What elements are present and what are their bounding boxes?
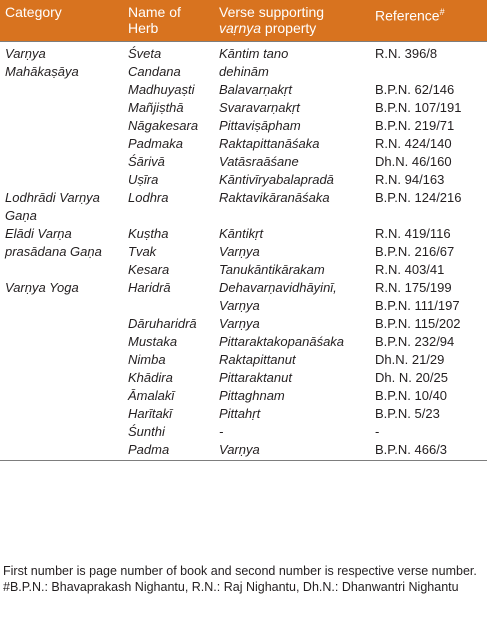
table-body <box>0 42 487 461</box>
verse-cell: Varṇya <box>219 298 260 313</box>
herb-cell: Mustaka <box>128 334 178 349</box>
verse-cell: Varṇya <box>214 441 370 461</box>
header-verse-rest: property <box>261 20 317 36</box>
category-cell: Varṇya Yoga <box>5 280 79 295</box>
table-row <box>0 405 487 423</box>
category-cell <box>0 369 123 387</box>
reference-cell: B.P.N. 10/40 <box>375 388 448 403</box>
reference-cell: - <box>375 424 380 439</box>
verse-cell: Raktapittanāśaka <box>219 136 320 151</box>
reference-cell <box>370 63 487 81</box>
category-cell <box>0 261 123 279</box>
category-cell: Varṇya <box>5 46 46 61</box>
herb-cell: Padma <box>123 441 214 461</box>
table-row <box>0 369 487 387</box>
herb-cell: Śārivā <box>128 154 165 169</box>
table-row <box>0 189 487 207</box>
header-reference-mark: # <box>439 7 445 17</box>
reference-cell: B.P.N. 124/216 <box>375 190 462 205</box>
verse-cell: Pittaraktakopanāśaka <box>219 334 345 349</box>
header-herb-line1: Name of <box>128 4 181 20</box>
table-row <box>0 153 487 171</box>
herb-cell: Mañjiṣthā <box>128 100 184 115</box>
category-cell: Elādi Varṇa <box>5 226 72 241</box>
herb-cell: Candana <box>128 64 181 79</box>
table-row <box>0 297 487 315</box>
category-cell <box>0 81 123 99</box>
herb-cell: Śveta <box>128 46 162 61</box>
reference-cell <box>370 207 487 225</box>
table-row <box>0 207 487 225</box>
verse-cell: Varṇya <box>219 316 260 331</box>
category-cell: Gaṇa <box>5 208 37 223</box>
herb-cell: Madhuyaṣti <box>128 82 195 97</box>
table-header <box>0 0 487 42</box>
category-cell: Lodhrādi Varṇya <box>5 190 100 205</box>
header-reference-text: Reference <box>375 7 440 24</box>
table-row <box>0 135 487 153</box>
reference-cell: R.N. 419/116 <box>375 226 451 241</box>
reference-cell: R.N. 94/163 <box>375 172 445 187</box>
reference-cell: B.P.N. 466/3 <box>370 441 487 461</box>
verse-cell: Dehavarṇavidhāyinī, <box>219 280 337 295</box>
reference-cell: B.P.N. 111/197 <box>375 298 460 313</box>
herb-cell: Dāruharidrā <box>128 316 197 331</box>
herb-cell: Haridrā <box>128 280 171 295</box>
herb-cell: Lodhra <box>128 190 169 205</box>
category-cell <box>0 351 123 369</box>
herb-cell: Āmalakī <box>128 388 175 403</box>
verse-cell: Kāntim tano <box>219 46 289 61</box>
verse-cell: Tanukāntikārakam <box>219 262 325 277</box>
table-row <box>0 171 487 189</box>
reference-cell: Dh. N. 20/25 <box>375 370 448 385</box>
verse-cell: Kāntikṛt <box>219 226 264 241</box>
header-verse-line1: Verse supporting <box>219 4 325 20</box>
herb-cell <box>123 207 214 225</box>
reference-cell: Dh.N. 21/29 <box>375 352 445 367</box>
reference-cell: B.P.N. 232/94 <box>375 334 455 349</box>
table-row <box>0 279 487 297</box>
reference-cell: B.P.N. 216/67 <box>375 244 455 259</box>
verse-cell: Vatāsraāśane <box>219 154 299 169</box>
reference-cell: R.N. 403/41 <box>375 262 445 277</box>
reference-cell: R.N. 175/199 <box>375 280 452 295</box>
header-category <box>0 0 123 42</box>
table-row <box>0 42 487 64</box>
category-cell <box>0 315 123 333</box>
verse-cell: Kāntivīryabalapradā <box>219 172 334 187</box>
reference-cell: B.P.N. 5/23 <box>375 406 440 421</box>
reference-cell: B.P.N. 219/71 <box>375 118 455 133</box>
herb-cell: Khādira <box>128 370 173 385</box>
verse-cell: Raktavikāranāśaka <box>219 190 330 205</box>
reference-cell: B.P.N. 62/146 <box>375 82 455 97</box>
category-cell <box>0 333 123 351</box>
verse-cell: dehinām <box>219 64 269 79</box>
table-row <box>0 63 487 81</box>
verse-cell: Pittaraktanut <box>219 370 292 385</box>
header-herb <box>123 0 214 42</box>
reference-cell: B.P.N. 115/202 <box>375 316 461 331</box>
table-row <box>0 441 487 461</box>
table-row <box>0 225 487 243</box>
category-cell <box>0 441 123 461</box>
table-row <box>0 117 487 135</box>
reference-cell: Dh.N. 46/160 <box>375 154 452 169</box>
category-cell <box>0 405 123 423</box>
header-category-text: Category <box>5 4 62 20</box>
herb-cell: Kesara <box>128 262 170 277</box>
header-verse-italic: vaṛnya <box>219 20 262 36</box>
reference-cell: B.P.N. 107/191 <box>375 100 462 115</box>
herb-cell: Nāgakesara <box>128 118 199 133</box>
herb-cell: Kuṣtha <box>128 226 169 241</box>
category-cell <box>0 171 123 189</box>
category-cell <box>0 423 123 441</box>
herb-cell: Uṣīra <box>128 172 159 187</box>
verse-cell: Pittahṛt <box>219 406 261 421</box>
verse-cell: Raktapittanut <box>219 352 296 367</box>
table-row <box>0 261 487 279</box>
header-row <box>0 0 487 42</box>
herb-cell: Padmaka <box>128 136 183 151</box>
herb-cell: Śunthi <box>128 424 165 439</box>
header-reference <box>370 0 487 42</box>
verse-cell: Balavarṇakṛt <box>219 82 292 97</box>
category-cell <box>0 387 123 405</box>
verse-cell: Varṇya <box>219 244 260 259</box>
verse-cell: - <box>219 424 224 439</box>
verse-cell: Pittaghnam <box>219 388 285 403</box>
herb-cell: Harītakī <box>128 406 173 421</box>
header-verse <box>214 0 370 42</box>
category-cell <box>0 153 123 171</box>
category-cell <box>0 297 123 315</box>
table-row <box>0 387 487 405</box>
reference-cell: R.N. 424/140 <box>375 136 452 151</box>
herb-cell: Tvak <box>128 244 157 259</box>
verse-cell <box>214 207 370 225</box>
table-row <box>0 99 487 117</box>
reference-cell: R.N. 396/8 <box>375 46 438 61</box>
category-cell <box>0 117 123 135</box>
table-row <box>0 81 487 99</box>
category-cell: prasādana Gaṇa <box>5 244 102 259</box>
table-row <box>0 333 487 351</box>
table-row <box>0 243 487 261</box>
category-cell: Mahākaṣāya <box>5 64 79 79</box>
herb-cell: Nimba <box>128 352 166 367</box>
verse-cell: Pittaviṣāpham <box>219 118 301 133</box>
table-row <box>0 351 487 369</box>
table-footnote: First number is page number of book and second number is respective verse number. #B.P.N.: Bhavaprakash Nighantu, R.N.: Raj Nighantu, Dh.N.: Dhanwantri Nighantu <box>3 564 477 594</box>
herb-cell <box>123 297 214 315</box>
category-cell <box>0 99 123 117</box>
verse-cell: Svaravarṇakṛt <box>219 100 300 115</box>
header-herb-line2: Herb <box>128 20 159 36</box>
table-row <box>0 315 487 333</box>
category-cell <box>0 135 123 153</box>
table-row <box>0 423 487 441</box>
